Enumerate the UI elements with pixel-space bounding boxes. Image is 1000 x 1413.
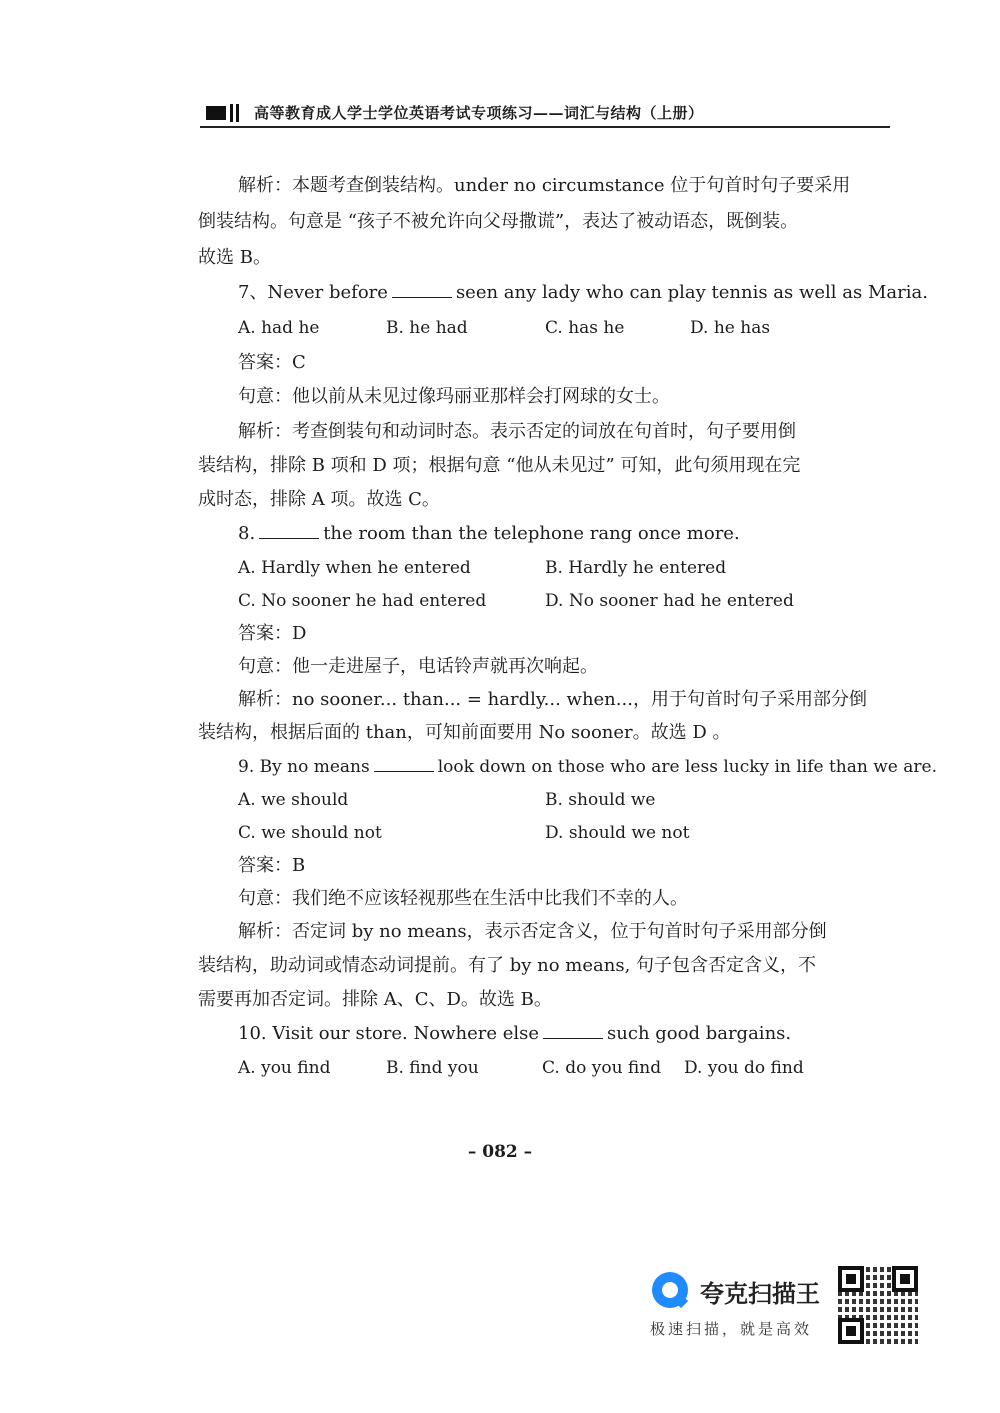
option-d: D. he has [690, 318, 771, 338]
option-b: B. find you [386, 1058, 479, 1078]
question-10-stem: 10. Visit our store. Nowhere else such good bargains. [238, 1023, 792, 1044]
meaning-line: 句意：他一走进屋子，电话铃声就再次响起。 [238, 656, 598, 677]
header-rule [200, 126, 890, 128]
scanner-logo-icon [652, 1272, 688, 1308]
running-header [200, 98, 890, 128]
question-7-stem: 7、Never before seen any lady who can play tennis as well as Maria. [238, 282, 928, 303]
header-title: 高等教育成人学士学位英语考试专项练习——词汇与结构（上册） [254, 104, 704, 122]
explanation-line: 解析：no sooner... than... = hardly... when...，用于句首时句子采用部分倒 [238, 689, 867, 710]
header-bar-mark [230, 104, 233, 122]
option-c: C. has he [545, 318, 625, 338]
qr-finder-mark [892, 1266, 918, 1292]
option-b: B. should we [545, 790, 656, 810]
answer-line: 答案：D [238, 623, 307, 644]
scanner-watermark [648, 1262, 928, 1342]
option-a: A. Hardly when he entered [238, 558, 471, 578]
explanation-line: 装结构，排除 B 项和 D 项；根据句意 “他从未见过” 可知，此句须用现在完 [198, 455, 801, 476]
answer-line: 答案：C [238, 352, 306, 373]
explanation-line: 成时态，排除 A 项。故选 C。 [198, 489, 440, 510]
option-a: A. we should [238, 790, 349, 810]
option-b: B. Hardly he entered [545, 558, 727, 578]
q6-explanation-line: 倒装结构。句意是 “孩子不被允许向父母撒谎”，表达了被动语态，既倒装。 [198, 211, 799, 232]
answer-blank [259, 524, 319, 539]
answer-line: 答案：B [238, 855, 306, 876]
question-8-stem: 8. the room than the telephone rang once more. [238, 523, 740, 544]
option-c: C. No sooner he had entered [238, 591, 487, 611]
answer-blank [392, 283, 452, 298]
option-a: A. you find [238, 1058, 331, 1078]
qr-finder-mark [838, 1266, 864, 1292]
scanner-app-name: 夸克扫描王 [700, 1280, 820, 1308]
scanner-slogan: 极速扫描，就是高效 [650, 1320, 813, 1338]
meaning-line: 句意：我们绝不应该轻视那些在生活中比我们不幸的人。 [238, 888, 688, 909]
explanation-line: 装结构，助动词或情态动词提前。有了 by no means, 句子包含否定含义，不 [198, 955, 817, 976]
explanation-line: 装结构，根据后面的 than，可知前面要用 No sooner。故选 D 。 [198, 722, 731, 743]
option-b: B. he had [386, 318, 468, 338]
page-number: – 082 – [467, 1142, 533, 1162]
answer-blank [543, 1024, 603, 1039]
header-block-mark [206, 106, 226, 120]
option-a: A. had he [238, 318, 320, 338]
q6-explanation-line: 解析：本题考查倒装结构。under no circumstance 位于句首时句子要采用 [238, 175, 851, 196]
meaning-line: 句意：他以前从未见过像玛丽亚那样会打网球的女士。 [238, 386, 670, 407]
qr-finder-mark [838, 1318, 864, 1344]
explanation-line: 解析：考查倒装句和动词时态。表示否定的词放在句首时，句子要用倒 [238, 421, 796, 442]
q6-explanation-line: 故选 B。 [198, 247, 271, 268]
answer-blank [374, 757, 434, 772]
option-d: D. No sooner had he entered [545, 591, 794, 611]
option-d: D. you do find [684, 1058, 804, 1078]
header-bar-mark [236, 104, 239, 122]
explanation-line: 解析：否定词 by no means，表示否定含义，位于句首时句子采用部分倒 [238, 921, 827, 942]
question-9-stem: 9. By no means look down on those who are less lucky in life than we are. [238, 757, 937, 777]
option-c: C. we should not [238, 823, 382, 843]
explanation-line: 需要再加否定词。排除 A、C、D。故选 B。 [198, 989, 552, 1010]
option-d: D. should we not [545, 823, 690, 843]
option-c: C. do you find [542, 1058, 662, 1078]
